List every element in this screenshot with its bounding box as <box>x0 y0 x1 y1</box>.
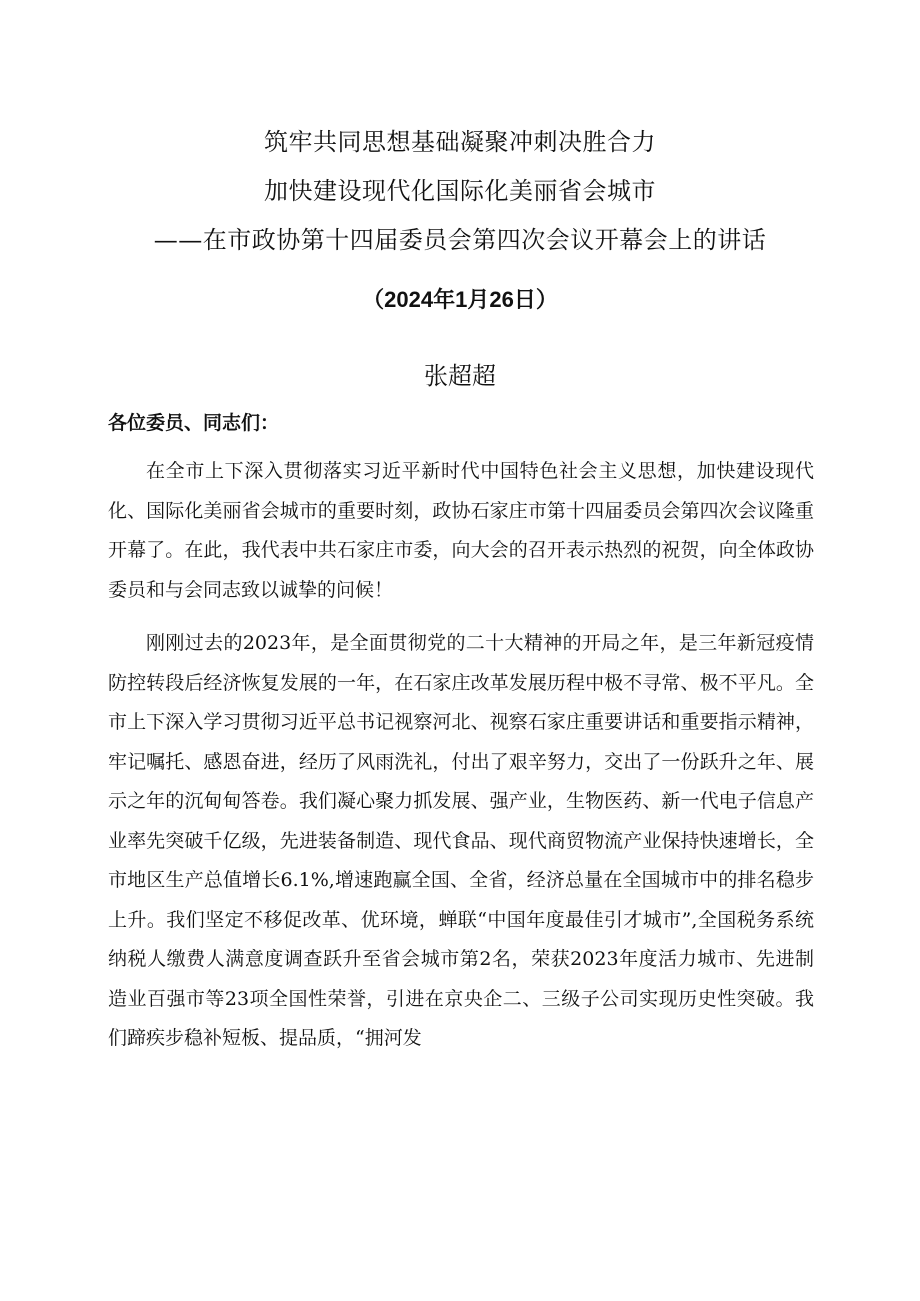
paragraph-2: 刚刚过去的2023年，是全面贯彻党的二十大精神的开局之年，是三年新冠疫情防控转段后经济恢复发展的一年，在石家庄改革发展历程中极不寻常、极不平凡。全市上下深入学习贯彻习近平总书记视察河北、视察石家庄重要讲话和重要指示精神，牢记嘱托、感恩奋进，经历了风雨洗礼，付出了艰辛努力，交出了一份跃升之年、展示之年的沉甸甸答卷。我们凝心聚力抓发展、强产业，生物医药、新一代电子信息产业率先突破千亿级，先进装备制造、现代食品、现代商贸物流产业保持快速增长，全市地区生产总值增长6.1%,增速跑赢全国、全省，经济总量在全国城市中的排名稳步上升。我们坚定不移促改革、优环境，蝉联“中国年度最佳引才城市”,全国税务系统纳税人缴费人满意度调查跃升至省会城市第2名，荣获2023年度活力城市、先进制造业百强市等23项全国性荣誉，引进在京央企二、三级子公司实现历史性突破。我们蹄疾步稳补短板、提品质，“拥河发 <box>108 632 814 1049</box>
document-title-line-2: 加快建设现代化国际化美丽省会城市 <box>264 177 656 205</box>
document-title-line-1: 筑牢共同思想基础凝聚冲刺决胜合力 <box>264 128 656 156</box>
speech-date: （2024年1月26日） <box>362 287 558 312</box>
paragraph-1: 在全市上下深入贯彻落实习近平新时代中国特色社会主义思想，加快建设现代化、国际化美丽省会城市的重要时刻，政协石家庄市第十四届委员会第四次会议隆重开幕了。在此，我代表中共石家庄市委，向大会的召开表示热烈的祝贺，向全体政协委员和与会同志致以诚挚的问候！ <box>108 460 814 601</box>
salutation: 各位委员、同志们： <box>108 412 280 434</box>
speaker-name: 张超超 <box>424 362 496 390</box>
document-subtitle: ——在市政协第十四届委员会第四次会议开幕会上的讲话 <box>153 226 767 254</box>
